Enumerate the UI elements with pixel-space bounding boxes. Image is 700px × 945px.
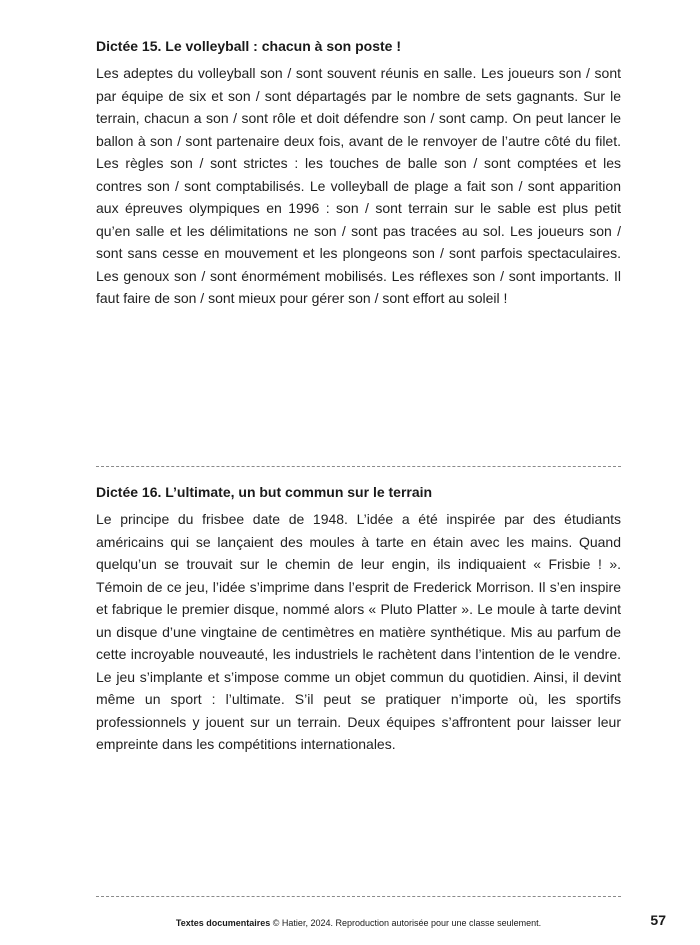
footer-label: Textes documentaires [175, 918, 271, 928]
page-number: 57 [650, 912, 666, 928]
dictee-15-section [96, 37, 621, 310]
footer-copyright: © Hatier, 2024. Reproduction autorisée pour une classe seulement. [272, 918, 542, 928]
dictee-15-title: Dictée 15. Le volleyball : chacun à son poste ! [96, 38, 401, 54]
footer [96, 917, 621, 929]
dictee-16-text: Le principe du frisbee date de 1948. L’idée a été inspirée par des étudiants américains qui se lançaient des moules à tarte en étain avec les mains. Quand quelqu’un se trouvait sur le chemin de leur engin, ils indiquaient « Frisbie ! ». Témoin de ce jeu, l’idée s’imprime dans l’esprit de Frederick Morrison. Il s’en inspire et fabrique le premier disque, nommé alors « Pluto Platter ». Le moule à tarte devint un disque d’une vingtaine de centimètres en matière synthétique. Mis au parfum de cette incroyable nouveauté, les industriels le rachètent dans l’intention de le vendre. Le jeu s’implante et s’impose comme un objet commun du quotidien. Ainsi, il devint même un sport : l’ultimate. S’il peut se pratiquer n’importe où, les sportifs professionnels y jouent sur un terrain. Deux équipes s’affrontent pour laisser leur empreinte dans les compétitions internationales. [96, 511, 621, 752]
dictee-15-text: Les adeptes du volleyball son / sont souvent réunis en salle. Les joueurs son / sont par équipe de six et son / sont départagés par le nombre de sets gagnants. Sur le terrain, chacun a son / sont rôle et doit défendre son / sont camp. On peut lancer le ballon à son / sont partenaire deux fois, avant de le renvoyer de l’autre côté du filet. Les règles son / sont strictes : les touches de balle son / sont comptées et les contres son / sont comptabilisés. Le volleyball de plage a fait son / sont apparition aux épreuves olympiques en 1996 : son / sont terrain sur le sable est plus petit qu’en salle et les délimitations ne son / sont pas tracées au sol. Les joueurs son / sont sans cesse en mouvement et les plongeons son / sont parfois spectaculaires. Les genoux son / sont énormément mobilisés. Les réflexes son / sont importants. Il faut faire de son / sont mieux pour gérer son / sont effort au soleil ! [96, 65, 621, 306]
dictee-16-section [96, 483, 621, 756]
dashed-divider [96, 896, 621, 897]
dashed-divider [96, 466, 621, 467]
dictee-16-title: Dictée 16. L’ultimate, un but commun sur le terrain [96, 484, 433, 500]
